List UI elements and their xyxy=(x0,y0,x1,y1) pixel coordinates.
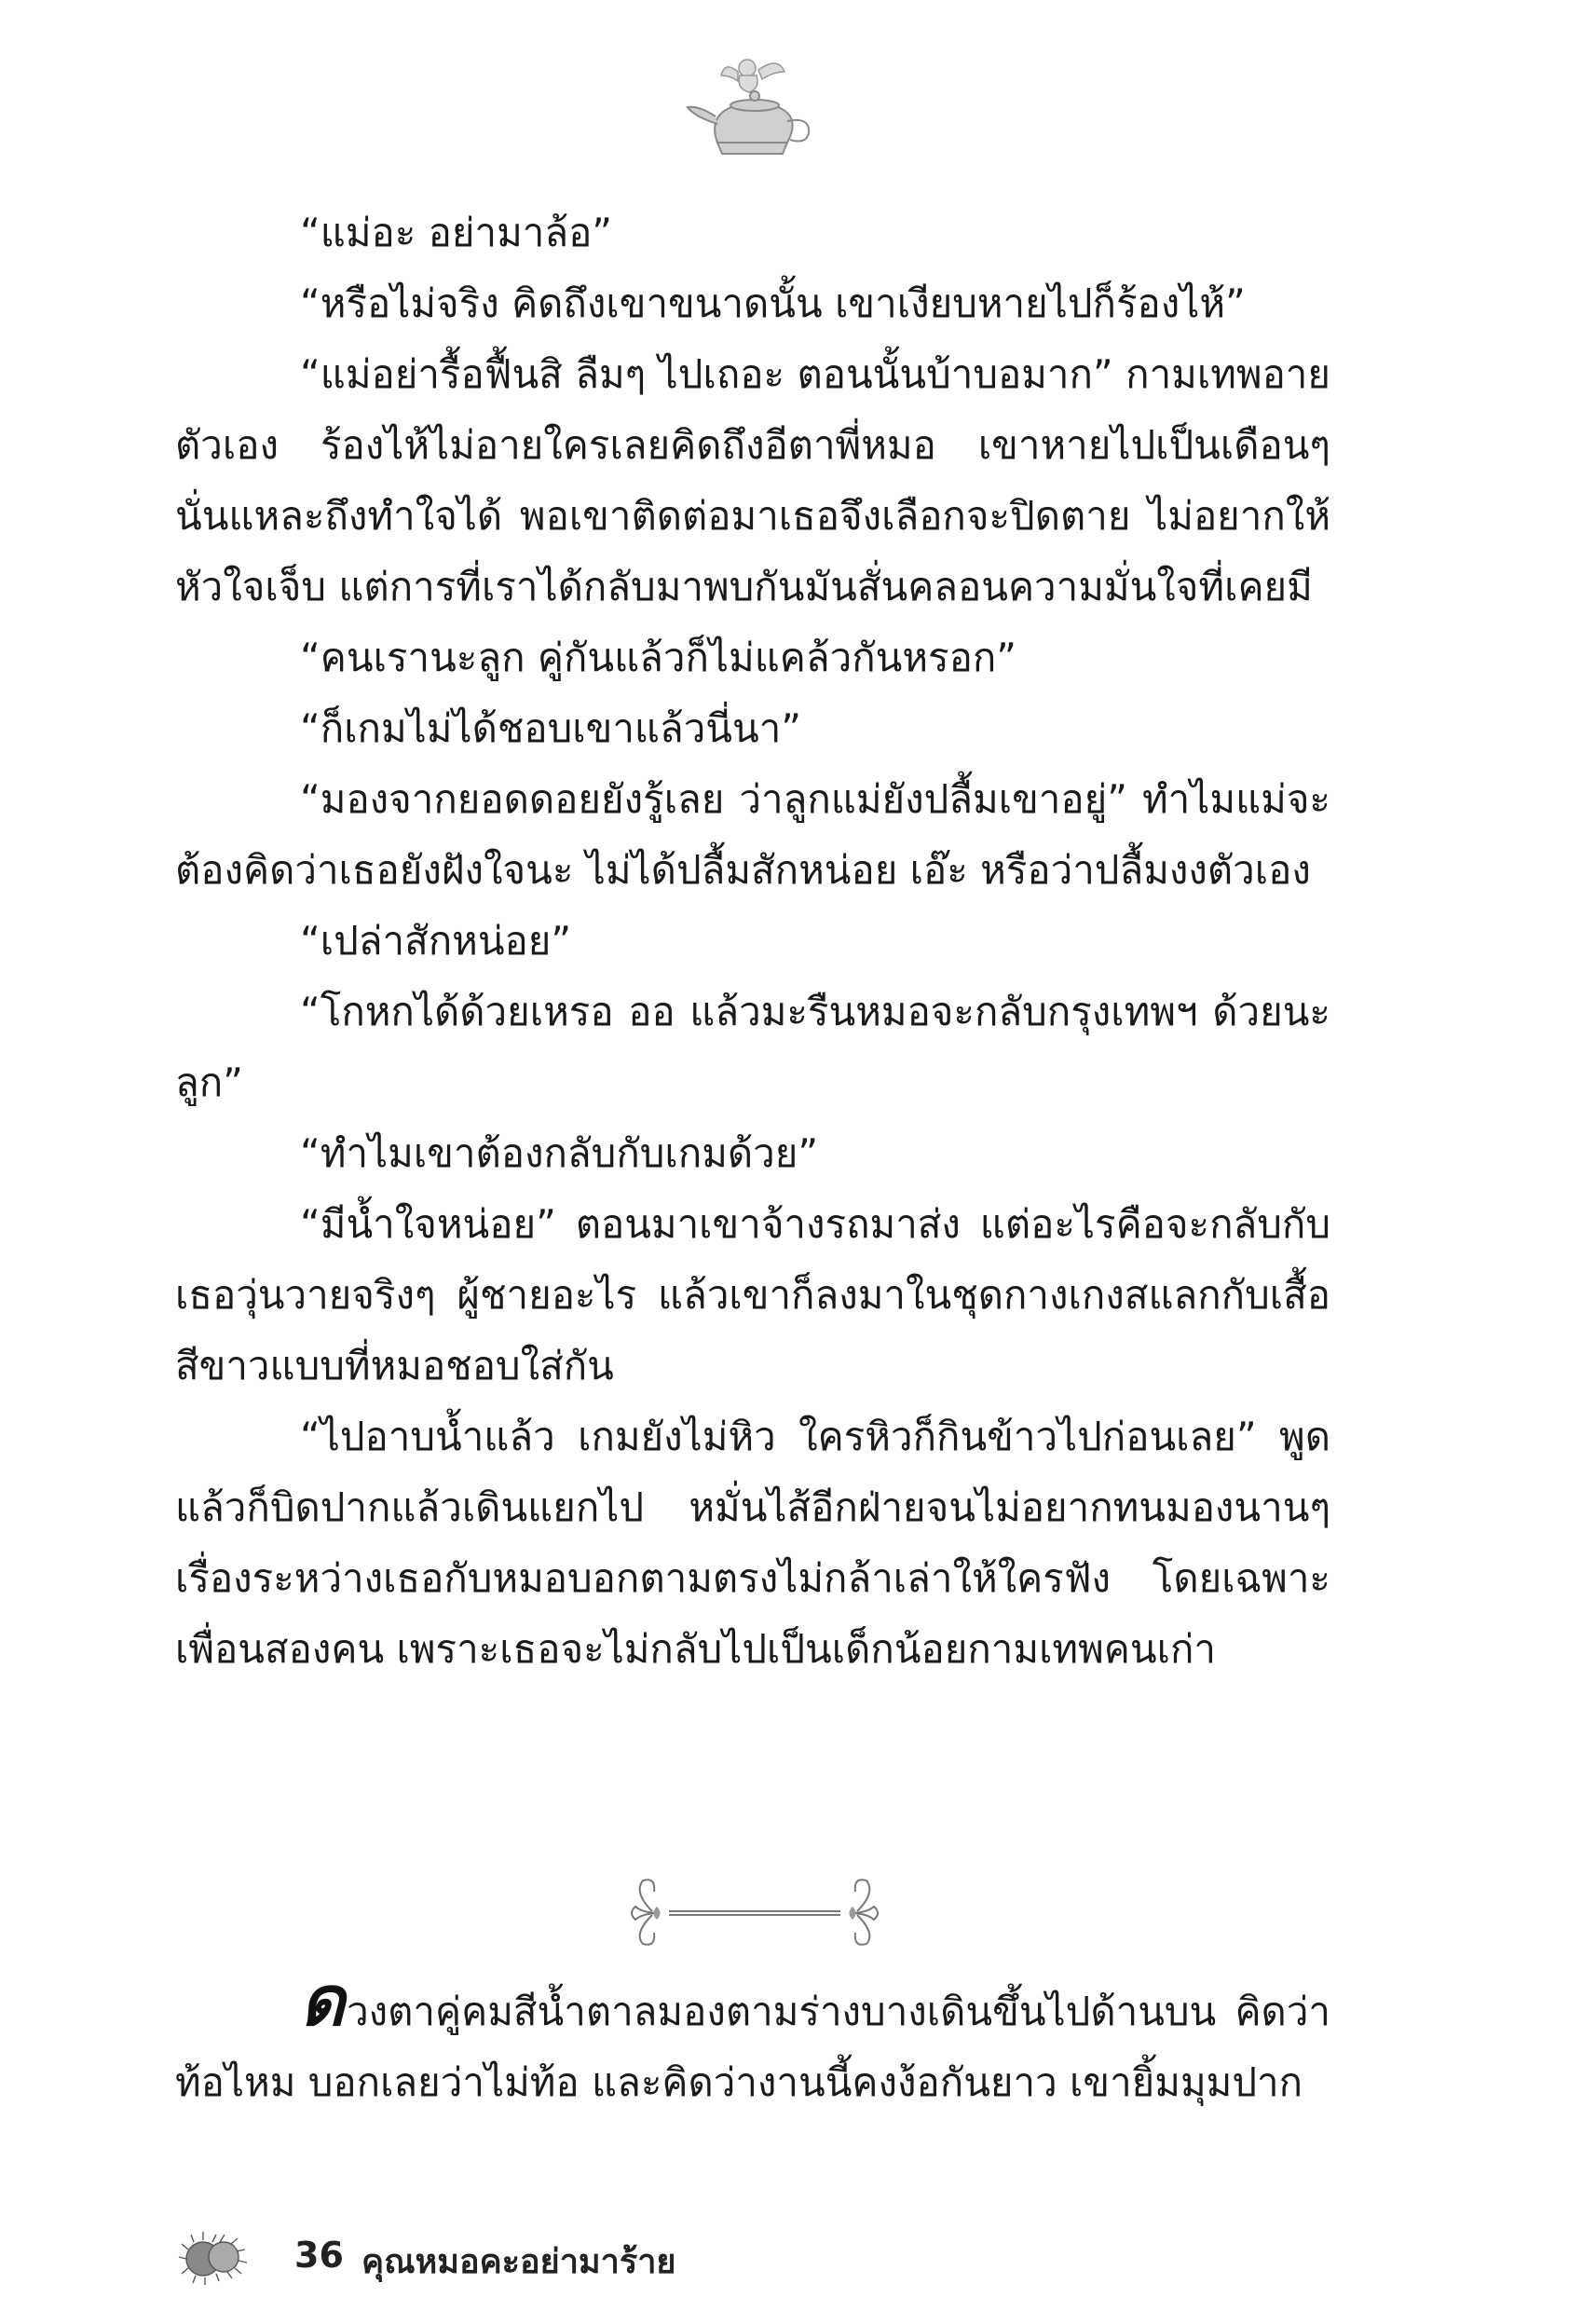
paragraph: “แม่อะ อย่ามาล้อ” xyxy=(300,210,613,255)
paragraph: “มองจากยอดดอยยังรู้เลย ว่าลูกแม่ยังปลื้มเขาอยู่” ทำไมแม่จะต้องคิดว่าเธอยังฝังใจนะ ไม่ได้ปลื้มสักหน่อย เอ๊ะ หรือว่าปลื้มงงตัวเอง xyxy=(175,776,1330,893)
drop-cap: ด xyxy=(300,1962,346,2042)
page-number: 36 xyxy=(294,2235,344,2276)
paragraph: “แม่อย่ารื้อฟื้นสิ ลืมๆ ไปเถอะ ตอนนั้นบ้าบอมาก” กามเทพอายตัวเอง ร้องไห้ไม่อายใครเลยคิดถึงอีตาพี่หมอ เขาหายไปเป็นเดือนๆ นั่นแหละถึงทำใจได้ พอเขาติดต่อมาเธอจึงเลือกจะปิดตาย ไม่อยากให้หัวใจเจ็บ แต่การที่เราได้กลับมาพบกันมันสั่นคลอนความมั่นใจที่เคยมี xyxy=(175,351,1330,609)
opening-paragraph-text: วงตาคู่คมสีน้ำตาลมองตามร่างบางเดินขึ้นไปด้านบน คิดว่าท้อไหม บอกเลยว่าไม่ท้อ และคิดว่างานนี้คงง้อกันยาว เขายิ้มมุมปาก xyxy=(175,1989,1330,2105)
book-title: คุณหมอคะอย่ามาร้าย xyxy=(361,2243,676,2281)
paragraph: “ไปอาบน้ำแล้ว เกมยังไม่หิว ใครหิวก็กินข้าวไปก่อนเลย” พูดแล้วก็บิดปากแล้วเดินแยกไป หมั่นไส้อีกฝ่ายจนไม่อยากทนมองนานๆ เรื่องระหว่างเธอกับหมอบอกตามตรงไม่กล้าเล่าให้ใครฟัง โดยเฉพาะเพื่อนสองคน เพราะเธอจะไม่กลับไปเป็นเด็กน้อยกามเทพคนเก่า xyxy=(175,1414,1330,1672)
section-two-text xyxy=(175,1962,1330,2118)
rambutan-ornament-icon xyxy=(175,2222,250,2287)
paragraph: “เปล่าสักหน่อย” xyxy=(300,918,572,964)
body-text xyxy=(175,198,1330,1685)
scene-divider-ornament-icon xyxy=(615,1869,894,1953)
paragraph: “ทำไมเขาต้องกลับกับเกมด้วย” xyxy=(300,1130,819,1176)
paragraph: “หรือไม่จริง คิดถึงเขาขนาดนั้น เขาเงียบหายไปก็ร้องไห้” xyxy=(300,280,1246,326)
paragraph: “ก็เกมไม่ได้ชอบเขาแล้วนี่นา” xyxy=(300,705,802,751)
genie-lamp-ornament-icon xyxy=(680,51,820,172)
paragraph: “คนเรานะลูก คู่กันแล้วก็ไม่แคล้วกันหรอก” xyxy=(300,635,1017,680)
paragraph: “โกหกได้ด้วยเหรอ ออ แล้วมะรืนหมอจะกลับกรุงเทพฯ ด้วยนะลูก” xyxy=(175,989,1330,1105)
opening-paragraph xyxy=(175,1962,1330,2118)
page-footer xyxy=(175,2222,1014,2287)
paragraph: “มีน้ำใจหน่อย” ตอนมาเขาจ้างรถมาส่ง แต่อะไรคือจะกลับกับเธอวุ่นวายจริงๆ ผู้ชายอะไร แล้วเขาก็ลงมาในชุดกางเกงสแลกกับเสื้อสีขาวแบบที่หมอชอบใส่กัน xyxy=(175,1201,1330,1388)
